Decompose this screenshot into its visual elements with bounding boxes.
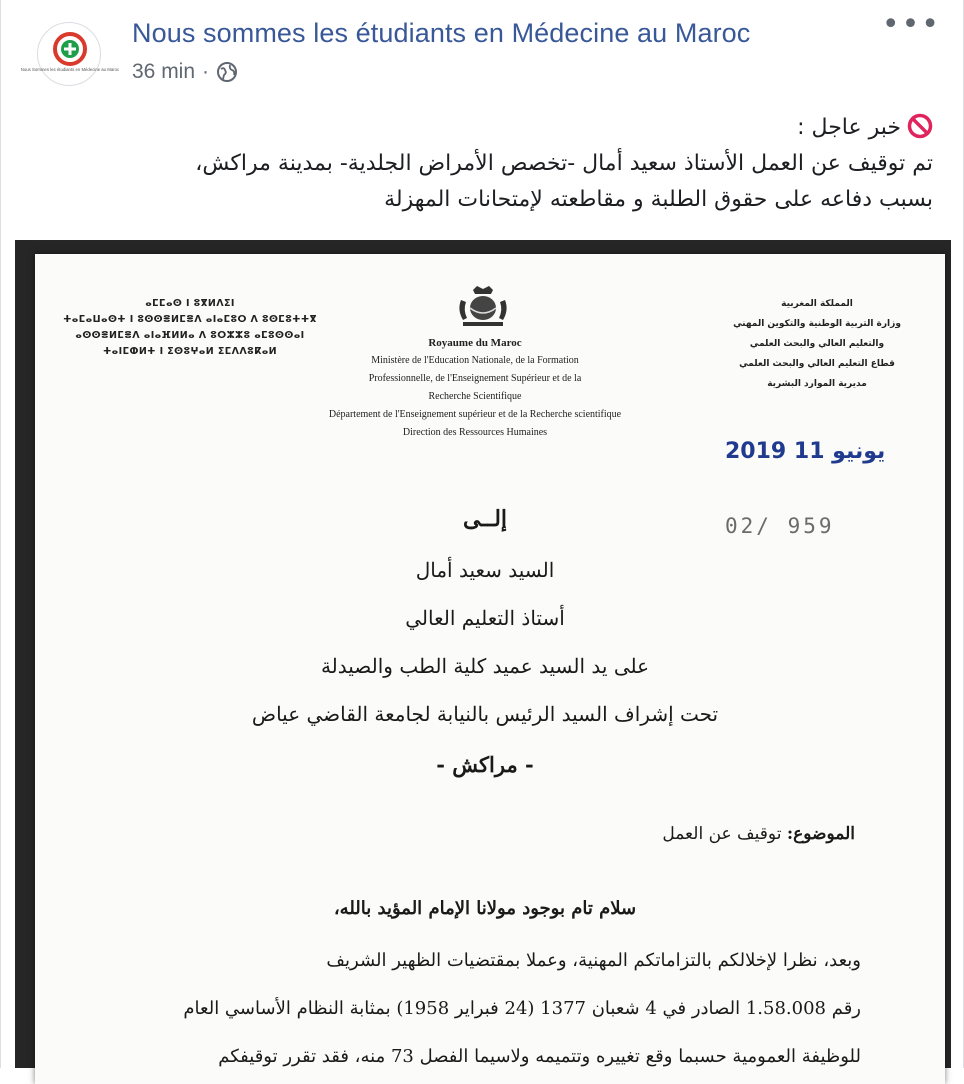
arabic-letterhead: المملكة المغربية وزارة التربية الوطنية والتكوين المهني والتعليم العالي والبحث العلمي قطاع التعليم العالي والبحث العلمي مديرية الموارد البشرية [733,299,901,389]
page-avatar[interactable] [20,22,120,86]
subject-value: توقيف عن العمل [662,824,787,844]
post-text [33,110,933,218]
addressee-title: أستاذ التعليم العالي [405,606,565,630]
addressee-name: السيد سعيد أمال [415,558,555,582]
letter-greeting: سلام تام بوجود مولانا الإمام المؤيد بالله، [333,898,637,919]
post-photo[interactable] [15,240,951,1068]
subject-label: الموضوع: [786,824,855,844]
letter-to: إلــى [462,506,508,532]
post-meta [132,60,238,84]
meta-separator: · [202,60,210,83]
letter-body-line: وبعد، نظرا لإخلالكم بالتزاماتكم المهنية، وعملا بمقتضيات الظهير الشريف [326,950,861,971]
tifinagh-header: ⴰⵎⵎⴰⵙ ⵏ ⵓⴳⵍⴷⵉⵏ ⵜⴰⵎⴰⵡⴰⵙⵜ ⵏ ⵓⵙⵙⴻⵍⵎⴻⴷ ⴰⵏⴰⵎⵓⵔ ⴷ ⵓⵙⵎⵓⵜⵜⴳ ⴰⵙⵙⴻⵍⵎⴻⴷ ⴰⵏⴰⴼⵍⵍⴰ ⴷ ⵓⵔⵣⵣⵓ ⴰⵎⵓⵙⵙⴰⵏ ⵜⴰⵏⵎⵀⵍⵜ ⵏ ⵉⵙⵓⵖⴰⵍ ⵉⵎⴷⴷⵓⴽⴰⵍ [63,298,317,357]
prohibited-icon [907,113,933,139]
page-logo [20,23,120,87]
addressee-supervision: تحت إشراف السيد الرئيس بالنيابة لجامعة القاضي عياض [251,702,719,726]
reference-number: 02/ 959 [725,514,835,538]
document-scan [35,254,945,1084]
post-text-line-3: بسبب دفاعه على حقوق الطلبة و مقاطعته لإمتحانات المهزلة [384,187,933,212]
post-text-line-2: تم توقيف عن العمل الأستاذ سعيد أمال -تخصص الأمراض الجلدية- بمدينة مراكش، [195,151,933,176]
royal-emblem-icon [453,284,513,328]
post-timestamp[interactable]: 36 min [132,60,196,83]
addressee-via: على يد السيد عميد كلية الطب والصيدلة [320,654,650,678]
avatar-caption: Nous Sommes les étudiants en Médecine au Maroc [20,67,120,72]
globe-icon[interactable] [216,61,238,83]
more-options-button[interactable]: ••• [881,7,941,42]
page-name-link[interactable]: Nous sommes les étudiants en Médecine au Maroc [132,18,751,48]
letter-subject [662,824,855,844]
date-stamp: 2019 يونيو 11 [725,439,886,464]
letter-body-line: للوظيفة العمومية حسبما وقع تغييره وتتميمه ولاسيما الفصل 73 منه، فقد تقرر توقيفكم [218,1046,861,1067]
addressee-city: - مراكش - [436,752,534,777]
letter-body-line: رقم 1.58.008 الصادر في 4 شعبان 1377 (24 فبراير 1958) بمثابة النظام الأساسي العام [183,998,861,1019]
post-text-line-1: خبر عاجل : [33,110,933,146]
french-letterhead: Royaume du Maroc Ministère de l'Education Nationale, de la Formation Professionnelle, de l'Enseignement Supérieur et de la Recherche Scientifique Département de l'Enseignement supérieur et de la Recherche scientifique Direction des Ressources Humaines [328,337,622,438]
